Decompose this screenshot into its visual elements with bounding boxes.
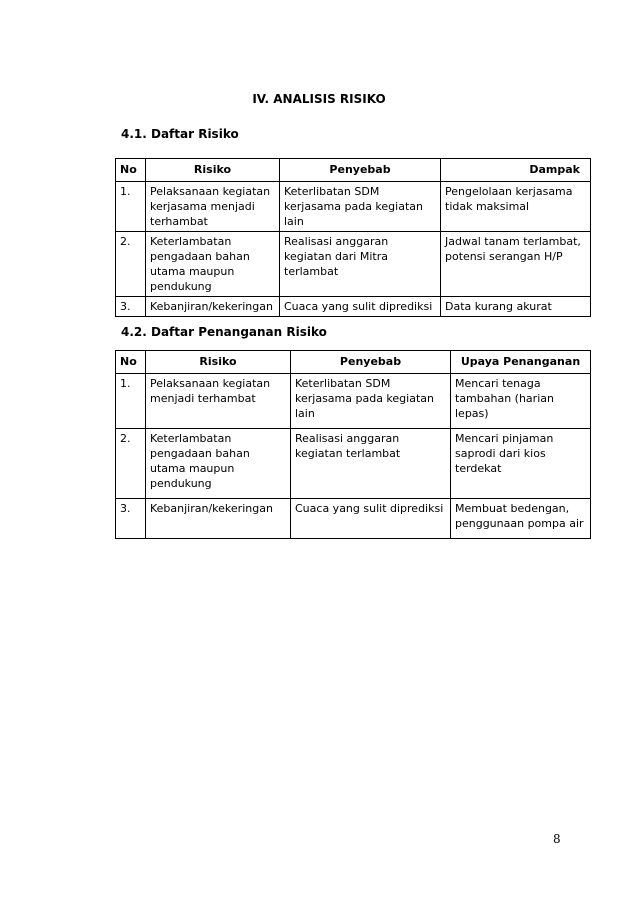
cell-dampak: Pengelolaan kerjasama tidak maksimal — [441, 182, 591, 232]
table-row — [116, 182, 591, 232]
cell-penyebab: Keterlibatan SDM kerjasama pada kegiatan lain — [280, 182, 441, 232]
risk-handling-heading: 4.2. Daftar Penanganan Risiko — [121, 325, 327, 339]
cell-upaya-penanganan: Membuat bedengan, penggunaan pompa air — [451, 499, 591, 539]
column-header-dampak: Dampak — [441, 159, 591, 182]
column-header-no: No — [116, 159, 146, 182]
cell-upaya-penanganan: Mencari pinjaman saprodi dari kios terdekat — [451, 429, 591, 499]
cell-risiko: Keterlambatan pengadaan bahan utama maupun pendukung — [146, 429, 291, 499]
cell-no: 3. — [116, 297, 146, 317]
table-row — [116, 499, 591, 539]
cell-risiko: Kebanjiran/kekeringan — [146, 499, 291, 539]
cell-dampak: Data kurang akurat — [441, 297, 591, 317]
cell-risiko: Keterlambatan pengadaan bahan utama maupun pendukung — [146, 232, 280, 297]
cell-penyebab: Realisasi anggaran kegiatan dari Mitra terlambat — [280, 232, 441, 297]
cell-no: 2. — [116, 232, 146, 297]
cell-penyebab: Realisasi anggaran kegiatan terlambat — [291, 429, 451, 499]
risk-list-heading: 4.1. Daftar Risiko — [121, 127, 239, 141]
cell-penyebab: Cuaca yang sulit diprediksi — [280, 297, 441, 317]
column-header-penyebab: Penyebab — [291, 351, 451, 374]
cell-dampak: Jadwal tanam terlambat, potensi serangan H/P — [441, 232, 591, 297]
page-number: 8 — [553, 832, 561, 846]
cell-risiko: Pelaksanaan kegiatan menjadi terhambat — [146, 374, 291, 429]
cell-no: 3. — [116, 499, 146, 539]
cell-penyebab: Cuaca yang sulit diprediksi — [291, 499, 451, 539]
cell-no: 1. — [116, 374, 146, 429]
table-row — [116, 429, 591, 499]
column-header-penyebab: Penyebab — [280, 159, 441, 182]
column-header-upaya-penanganan: Upaya Penanganan — [451, 351, 591, 374]
table-header-row — [116, 159, 591, 182]
cell-penyebab: Keterlibatan SDM kerjasama pada kegiatan lain — [291, 374, 451, 429]
cell-risiko: Kebanjiran/kekeringan — [146, 297, 280, 317]
cell-no: 2. — [116, 429, 146, 499]
risk-list-table — [115, 158, 591, 317]
column-header-risiko: Risiko — [146, 351, 291, 374]
section-title: IV. ANALISIS RISIKO — [252, 92, 386, 106]
table-row — [116, 232, 591, 297]
cell-no: 1. — [116, 182, 146, 232]
table-row — [116, 374, 591, 429]
column-header-no: No — [116, 351, 146, 374]
column-header-risiko: Risiko — [146, 159, 280, 182]
table-header-row — [116, 351, 591, 374]
table-row — [116, 297, 591, 317]
cell-risiko: Pelaksanaan kegiatan kerjasama menjadi terhambat — [146, 182, 280, 232]
cell-upaya-penanganan: Mencari tenaga tambahan (harian lepas) — [451, 374, 591, 429]
risk-handling-table — [115, 350, 591, 539]
